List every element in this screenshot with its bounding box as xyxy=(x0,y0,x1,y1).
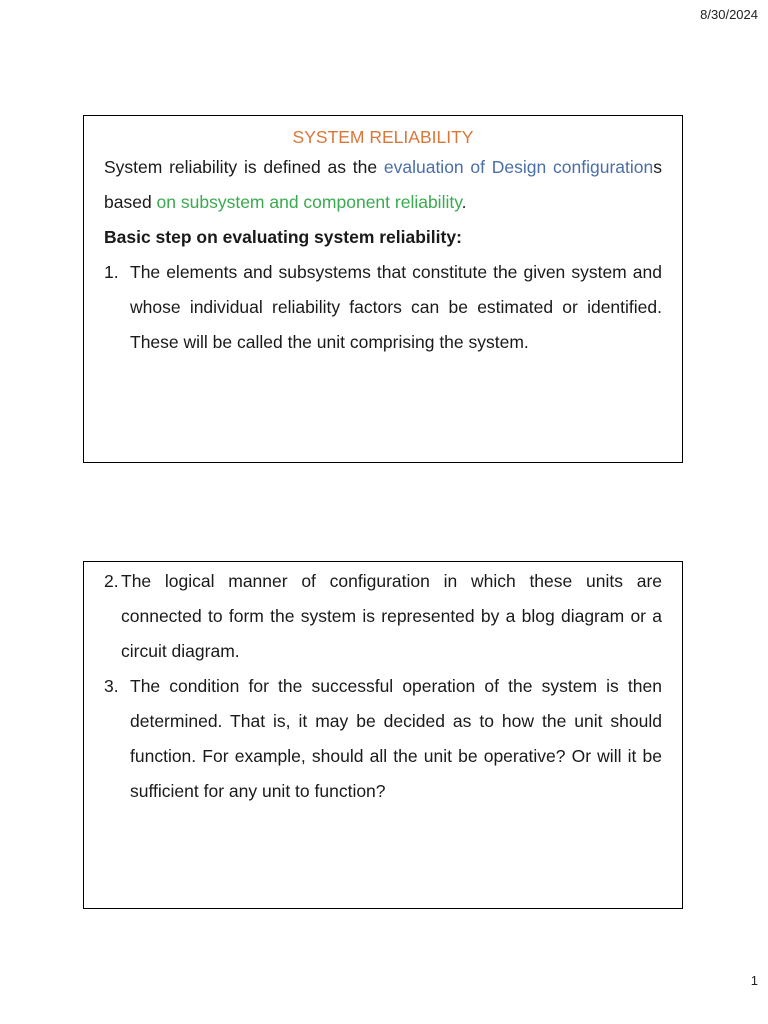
slide-1 xyxy=(83,115,683,463)
definition-highlight-component: on subsystem and component reliability xyxy=(156,192,462,212)
step-3 xyxy=(104,669,662,809)
step-2-text: The logical manner of configuration in which these units are connected to form the system is represented by a blog diagram or a circuit diagram. xyxy=(121,571,662,661)
step-1 xyxy=(104,255,662,360)
step-2-number: 2. xyxy=(104,571,119,591)
definition-text-2: s based xyxy=(104,157,662,212)
slide-2-content xyxy=(84,562,682,809)
step-1-number: 1. xyxy=(104,262,119,282)
definition-text-3: . xyxy=(461,192,467,212)
page-number: 1 xyxy=(750,973,758,988)
step-2 xyxy=(104,564,662,669)
step-1-text: The elements and subsystems that constitute the given system and whose individual reliability factors can be estimated or identified. These will be called the unit comprising the system. xyxy=(130,262,662,352)
slide-1-content xyxy=(84,116,682,360)
definition-highlight-design: evaluation of Design configuration xyxy=(383,157,654,177)
step-3-number: 3. xyxy=(104,676,119,696)
slide-2 xyxy=(83,561,683,909)
definition-text-1: System reliability is defined as the xyxy=(104,157,384,177)
slide-title: SYSTEM RELIABILITY xyxy=(292,127,474,147)
print-date: 8/30/2024 xyxy=(700,7,758,22)
basic-steps-heading: Basic step on evaluating system reliability: xyxy=(104,227,462,247)
definition-paragraph xyxy=(104,150,662,220)
step-3-text: The condition for the successful operation of the system is then determined. That is, it may be decided as to how the unit should function. For example, should all the unit be operative? Or will it be sufficient for any unit to function? xyxy=(130,676,662,801)
